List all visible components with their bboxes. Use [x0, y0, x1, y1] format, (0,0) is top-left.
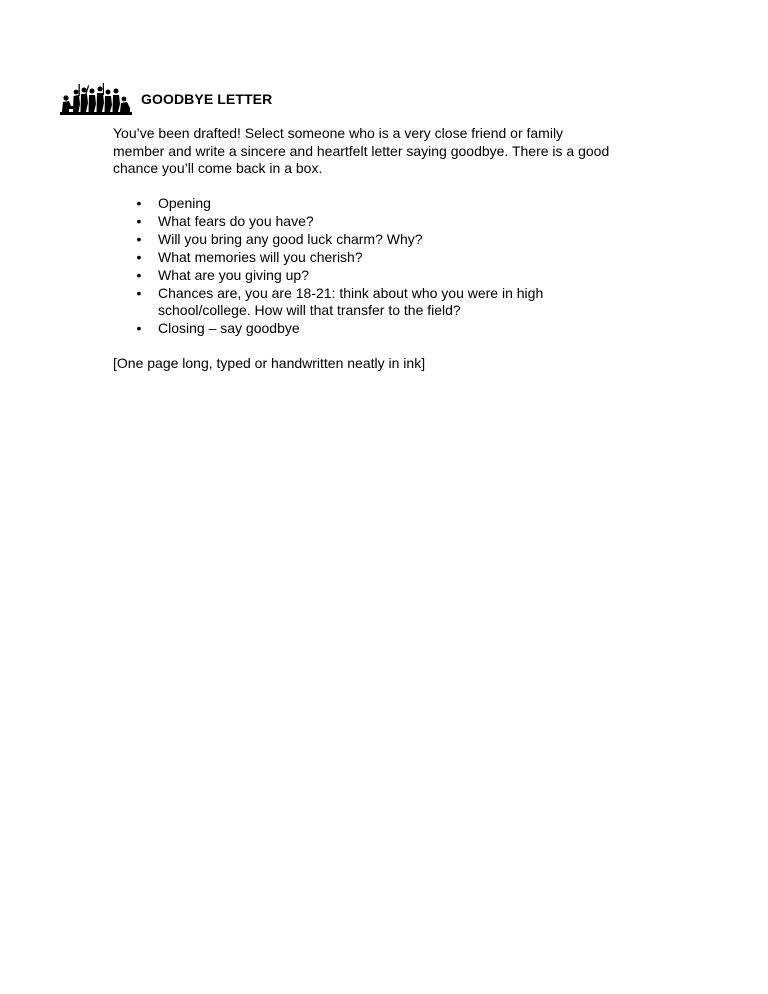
list-item-text: Chances are, you are 18-21: think about who you were in high school/college. How will that transfer to the field?: [158, 284, 544, 318]
document-title: GOODBYE LETTER: [141, 91, 273, 107]
list-item-text: Will you bring any good luck charm? Why?: [158, 230, 423, 247]
bullet-glyph: •: [136, 212, 142, 229]
bullet-glyph: •: [136, 248, 142, 265]
list-item: [113, 213, 673, 231]
soldiers-silhouette-icon: [60, 82, 132, 116]
bullet-glyph: •: [136, 194, 142, 211]
bullet-glyph: •: [136, 320, 142, 336]
list-item: [113, 320, 673, 338]
list-item-text: What memories will you cherish?: [158, 248, 363, 265]
length-note: [One page long, typed or handwritten neatly in ink]: [113, 354, 426, 371]
list-item-text: Opening: [158, 194, 211, 211]
list-item: [113, 249, 673, 267]
list-item-text: Closing – say goodbye: [158, 320, 300, 336]
list-item-text: What are you giving up?: [158, 266, 309, 283]
bullet-glyph: •: [136, 266, 142, 283]
bullet-glyph: •: [136, 284, 142, 301]
list-item: [113, 195, 673, 213]
document-body: [113, 125, 673, 372]
list-item: [113, 231, 673, 249]
list-item: [113, 285, 673, 320]
intro-paragraph: You’ve been drafted! Select someone who is a very close friend or family member and write a sincere and heartfelt letter saying goodbye. There is a good chance you’ll come back in a box.: [113, 125, 610, 176]
prompt-list: [113, 195, 673, 338]
document-header: [60, 82, 272, 116]
list-item-text: What fears do you have?: [158, 212, 314, 229]
list-item: [113, 267, 673, 285]
bullet-glyph: •: [136, 230, 142, 247]
